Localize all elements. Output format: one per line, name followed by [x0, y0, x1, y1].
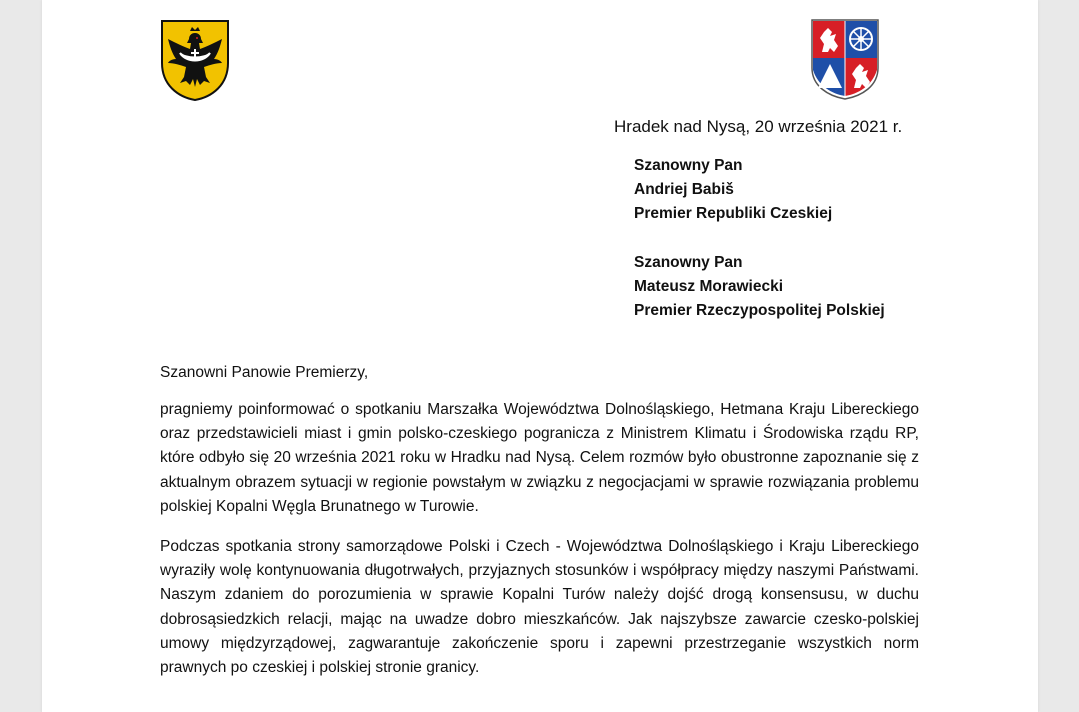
addressee-salutation: Szanowny Pan [634, 157, 743, 174]
addressee-polish-premier [634, 251, 885, 323]
addressee-name: Andriej Babiš [634, 181, 734, 198]
place-and-date: Hradek nad Nysą, 20 września 2021 r. [614, 117, 903, 136]
addressee-name: Mateusz Morawiecki [634, 278, 784, 295]
addressee-salutation: Szanowny Pan [634, 254, 743, 271]
addressee-czech-premier [634, 154, 832, 226]
body-paragraph-2: Podczas spotkania strony samorządowe Polski i Czech - Województwa Dolnośląskiego i Kraju Libereckiego wyraziły wolę kontynuowania długotrwałych, przyjaznych stosunków i współpracy między naszymi Państwami. Naszym zdaniem do porozumienia w sprawie Kopalni Turów należy dojść drogą konsensusu, w duchu dobrosąsiedzkich relacji, mając na uwadze dobro mieszkańców. Jak najszybsze zawarcie czesko-polskiej umowy międzyrządowej, zagwarantuje zakończenie sporu i zapewni przestrzeganie wszystkich norm prawnych po czeskiej i polskiej stronie granicy. [160, 538, 919, 677]
liberec-region-coat-of-arms-icon [810, 18, 880, 100]
body-paragraph-1: pragniemy poinformować o spotkaniu Marszałka Województwa Dolnośląskiego, Hetmana Kraju Libereckiego oraz przedstawicieli miast i gmin polsko-czeskiego pogranicza z Ministrem Klimatu i Środowiska rządu RP, które odbyło się 20 września 2021 roku w Hradku nad Nysą. Celem rozmów było obustronne zapoznanie się z aktualnym obrazem sytuacji w regionie powstałym w związku z negocjacjami w sprawie rozwiązania problemu polskiej Kopalni Węgla Brunatnego w Turowie. [160, 401, 919, 515]
letter-greeting: Szanowni Panowie Premierzy, [160, 364, 369, 381]
lower-silesia-coat-of-arms-icon [160, 19, 230, 101]
addressee-title: Premier Republiki Czeskiej [634, 205, 833, 222]
addressee-title: Premier Rzeczypospolitej Polskiej [634, 302, 885, 319]
letter-page [42, 0, 1038, 712]
